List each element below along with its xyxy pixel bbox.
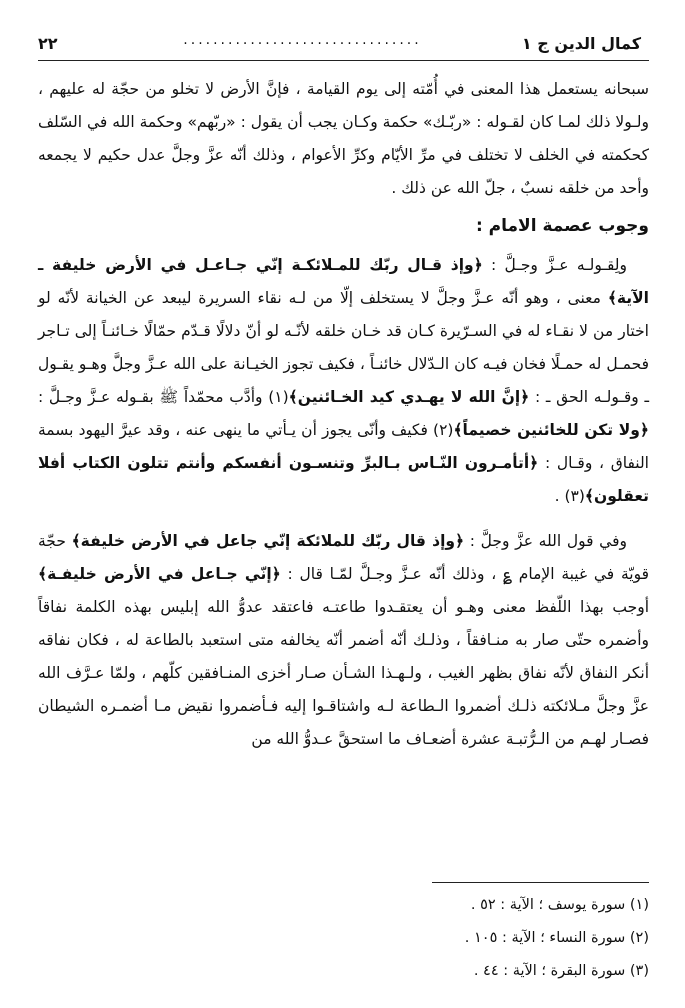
footnote-divider: [432, 882, 649, 883]
book-title: كمال الدين ج ١: [521, 34, 641, 53]
quran-quote: ﴿إنَّ الله لا يهـدي كيد الخـائنين﴾: [288, 388, 530, 406]
paragraph-2: [38, 249, 649, 513]
running-header: [38, 26, 649, 61]
footnote-3: (٣) سورة البقرة ؛ الآية : ٤٤ .: [473, 963, 649, 979]
quran-quote: ﴿ولا تكن للخائنين خصيماً﴾: [453, 421, 649, 439]
footnote-1: (١) سورة يوسف ؛ الآية : ٥٢ .: [470, 897, 649, 913]
paragraph-text: حجّة قويّة في غيبة الإمام ؏ ، وذلك أنّه عـزَّ وجـلَّ لمّـا قال :: [38, 532, 649, 583]
footnote-2: (٢) سورة النساء ؛ الآية : ١٠٥ .: [464, 930, 649, 946]
paragraph-text: وفي قول الله عزَّ وجلَّ :: [464, 532, 627, 550]
paragraph-text: معنى ، وهو أنّه عـزَّ وجلَّ لا يستخلف إلّا من لـه نقاء السريرة ليبعد عن الخيانة لأنّه لو اختار من لا نقـاء له في السـرّيرة كـان قد خـان خلقه لأنّـه لو أنّ دلالًا قـدّم حمّالًا خـائنـاً إلى تـاجر فحمـل له حمـلًا فخان فيـه كان الـدّلال خائنـاً ، فكيف تجوز الخيـانة على الله عـزَّ وجلَّ وهـو يقـول ـ وقـولـه الحق ـ :: [38, 289, 649, 406]
paragraph-text: سبحانه يستعمل هذا المعنى في أُمّته إلى يوم القيامة ، فإنَّ الأرض لا تخلو من حجّة له عليهم ، ولـولا ذلك لمـا كان لقـوله : «ربّـك» حكمة وكـان يجب أن يقول : «ربّهم» وحكمة الله في السّلف كحكمته في الخلف لا تختلف في مرِّ الأيّام وكرِّ الأعوام ، وذلك أنّه عزَّ وجلَّ عدل حكيم لا يجمعه وأحد من خلقه نسبٌ ، جلّ الله عن ذلك .: [38, 80, 649, 197]
paragraph-text: (١) وأدَّب محمّداً ﷺ بقـوله عـزَّ وجـلَّ :: [38, 388, 289, 406]
body-text: [38, 73, 649, 756]
paragraph-text: ولِقـولـه عـزَّ وجـلَّ :: [482, 256, 627, 274]
quran-quote: ﴿إنّي جـاعل في الأرض خليفـة﴾: [38, 565, 281, 583]
paragraph-3: [38, 525, 649, 756]
quran-quote: ﴿وإذ قال ربّك للملائكة إنّي جاعل في الأرض خليفة﴾: [71, 532, 465, 550]
paragraph-1: [38, 73, 649, 205]
paragraph-text: (٣) .: [554, 487, 585, 505]
paragraph-text: أوجب بهذا اللّفظ معنى وهـو أن يعتقـدوا طاعتـه فاعتقد عدوُّ الله إبليس بهذه الكلمة نفاقاً وأضمره حتّى صار به منـافقاً ، وذلـك أنّه أضمر أنّه يخالفه متى استعبد بالطاعة له ، فكان نفاقه أنكر النفاق لأنّه نفاق بظهر الغيب ، ولـهـذا الشـأن صـار أخزى المنـافقين كلّهم ، ولمّا عـرَّف الله عزَّ وجلَّ مـلائكته ذلـك أضمروا الـطاعة لـه واشتاقـوا إليه فـأضمروا نقيض مـا أضمـره الشيطان فصـار لهـم من الـرُّتبـة عشرة أضعـاف ما استحقَّ عـدوُّ الله من: [38, 598, 649, 748]
page-number: ٢٢: [38, 34, 58, 53]
quran-quote: ﴿وإذ قـال ربّك للمـلائكـة إنّي جـاعـل في الأرض خليفة ـ الآية﴾: [38, 256, 649, 307]
paragraph-text: (٢) فكيف وأنّى يجوز أن يـأتي ما ينهى عنه ، وقد عيرَّ اليهود بسمة النفاق ، وقـال :: [38, 421, 649, 472]
section-heading: وجوب عصمة الامام :: [475, 216, 649, 236]
header-leader-dots: ................................: [183, 32, 422, 48]
book-page: [38, 26, 649, 994]
quran-quote: ﴿أتأمـرون النّـاس بـالبرِّ وتنسـون أنفسكم وأنتم تتلون الكتاب أفلا تعقلون﴾: [38, 454, 649, 505]
footnotes: [38, 882, 649, 988]
